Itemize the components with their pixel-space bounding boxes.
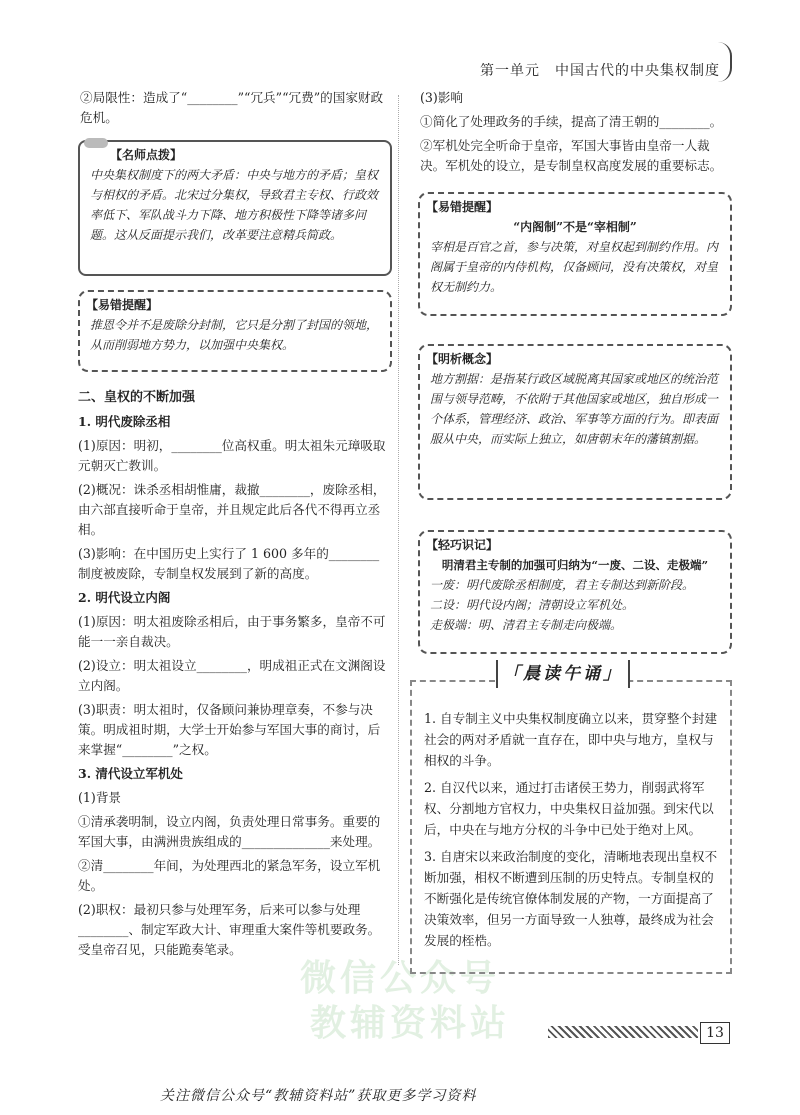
s1-overview: (2)概况：诛杀丞相胡惟庸，裁撤________，废除丞相，由六部直接听命于皇帝，并且规定此后各代不得再立丞相。 <box>78 482 386 537</box>
memory-label: 【轻巧识记】 <box>426 538 499 552</box>
s3-background: (1)背景 <box>78 790 122 805</box>
watermark-line-2: 教辅资料站 <box>310 1002 511 1044</box>
s3-bg-1: ①清承袭明制，设立内阁，负责处理日常事务。重要的军国大事，由满洲贵族组成的______________来处理。 <box>78 814 381 849</box>
s2-setup: (2)设立：明太祖设立________，明成祖正式在文渊阁设立内阁。 <box>78 658 386 693</box>
teacher-tip-box <box>78 140 392 276</box>
subsection-2-title: 2. 明代设立内阁 <box>78 590 171 605</box>
intro-text: ②局限性：造成了“________”“冗兵”“冗费”的国家财政危机。 <box>80 90 384 125</box>
s3-powers: (2)职权：最初只参与处理军务，后来可以参与处理________、制定军政大计、审理重大案件等机要政务。受皇帝召见，只能跪奏笔录。 <box>78 902 381 957</box>
impact-heading: (3)影响 <box>420 90 464 105</box>
footer-hatch-decoration <box>548 1026 698 1038</box>
concept-box <box>418 344 732 500</box>
morning-reading-box <box>410 680 732 974</box>
s1-impact: (3)影响：在中国历史上实行了 1 600 多年的________制度被废除，专制皇权发展到了新的高度。 <box>78 546 380 581</box>
error-reminder-2-heading: “内阁制”不是“宰相制” <box>513 220 637 234</box>
error-reminder-2-label: 【易错提醒】 <box>426 200 499 214</box>
error-reminder-box <box>78 290 392 372</box>
morning-reading-title: 「晨读午诵」 <box>496 660 630 688</box>
left-main-content <box>78 382 390 964</box>
s3-bg-2: ②清________年间，为处理西北的紧急军务，设立军机处。 <box>78 858 381 893</box>
left-intro-block <box>80 88 388 132</box>
concept-label: 【明析概念】 <box>426 352 499 366</box>
error-reminder-label: 【易错提醒】 <box>86 298 159 312</box>
page-number: 13 <box>700 1022 730 1044</box>
header-decoration <box>718 42 732 82</box>
s1-reason: (1)原因：明初，________位高权重。明太祖朱元璋吸取元朝灭亡教训。 <box>78 438 386 473</box>
subsection-3-title: 3. 清代设立军机处 <box>78 766 183 781</box>
morning-reading-item-2: 2. 自汉代以来，通过打击诸侯王势力，削弱武将军权、分割地方官权力，中央集权日益加强。到宋代以后，中央在与地方分权的斗争中已处于绝对上风。 <box>424 780 714 837</box>
running-header: 第一单元 中国古代的中央集权制度 <box>480 63 720 79</box>
memory-line-1: 一废：明代废除丞相制度，君主专制达到新阶段。 <box>430 578 695 592</box>
memory-line-2: 二设：明代设内阁；清朝设立军机处。 <box>430 598 635 612</box>
memory-line-3: 走极端：明、清君主专制走向极端。 <box>430 618 623 632</box>
column-divider <box>398 95 399 965</box>
teacher-tip-label: 【名师点拨】 <box>110 148 183 162</box>
impact-1: ①简化了处理政务的手续，提高了清王朝的________。 <box>420 114 723 129</box>
error-reminder-box-2 <box>418 192 732 316</box>
subsection-1-title: 1. 明代废除丞相 <box>78 414 171 429</box>
s2-duty: (3)职责：明太祖时，仅备顾问兼协理章奏，不参与决策。明成祖时期，大学士开始参与军国大事的商讨，后来掌握“________”之权。 <box>78 702 381 757</box>
right-intro-block <box>420 88 730 180</box>
impact-2: ②军机处完全听命于皇帝，军国大事皆由皇帝一人裁决。军机处的设立，是专制皇权高度发展的重要标志。 <box>420 138 723 173</box>
concept-body: 地方割据：是指某行政区域脱离其国家或地区的统治范围与领导范畴，不依附于其他国家或地区，独自形成一个体系，管理经济、政治、军事等方面的行为。即表面服从中央，而实际上独立，如唐朝末年的藩镇割据。 <box>430 372 719 446</box>
error-reminder-text: 推恩令并不是废除分封制，它只是分割了封国的领地，从而削弱地方势力，以加强中央集权。 <box>90 318 379 352</box>
pen-icon <box>84 138 108 148</box>
s2-reason: (1)原因：明太祖废除丞相后，由于事务繁多，皇帝不可能一一亲自裁决。 <box>78 614 386 649</box>
footer-note: 关注微信公众号“教辅资料站”获取更多学习资料 <box>160 1088 477 1104</box>
morning-reading-list <box>412 682 730 951</box>
section-title: 二、皇权的不断加强 <box>78 390 196 405</box>
memory-heading: 明清君主专制的加强可归纳为“一废、二设、走极端” <box>441 558 709 572</box>
memory-body <box>420 555 730 635</box>
error-reminder-2-body <box>420 217 730 297</box>
watermark-line-1: 微信公众号 <box>300 957 501 999</box>
error-reminder-2-text: 宰相是百官之首，参与决策，对皇权起到制约作用。内阁属于皇帝的内侍机构，仅备顾问，没有决策权，对皇权无制约力。 <box>430 240 719 294</box>
morning-reading-item-3: 3. 自唐宋以来政治制度的变化，清晰地表现出皇权不断加强，相权不断遭到压制的历史特点。专制皇权的不断强化是传统官僚体制发展的产物，一方面提高了决策效率，但另一方面导致一人独尊，最终成为社会发展的桎梏。 <box>424 849 718 948</box>
teacher-tip-text: 中央集权制度下的两大矛盾：中央与地方的矛盾；皇权与相权的矛盾。北宋过分集权，导致君主专权、行政效率低下、军队战斗力下降、地方积极性下降等诸多问题。这从反面提示我们，改革要注意精兵简政。 <box>90 168 379 242</box>
morning-reading-item-1: 1. 自专制主义中央集权制度确立以来，贯穿整个封建社会的两对矛盾就一直存在，即中央与地方，皇权与相权的斗争。 <box>424 711 718 768</box>
memory-box <box>418 530 732 654</box>
